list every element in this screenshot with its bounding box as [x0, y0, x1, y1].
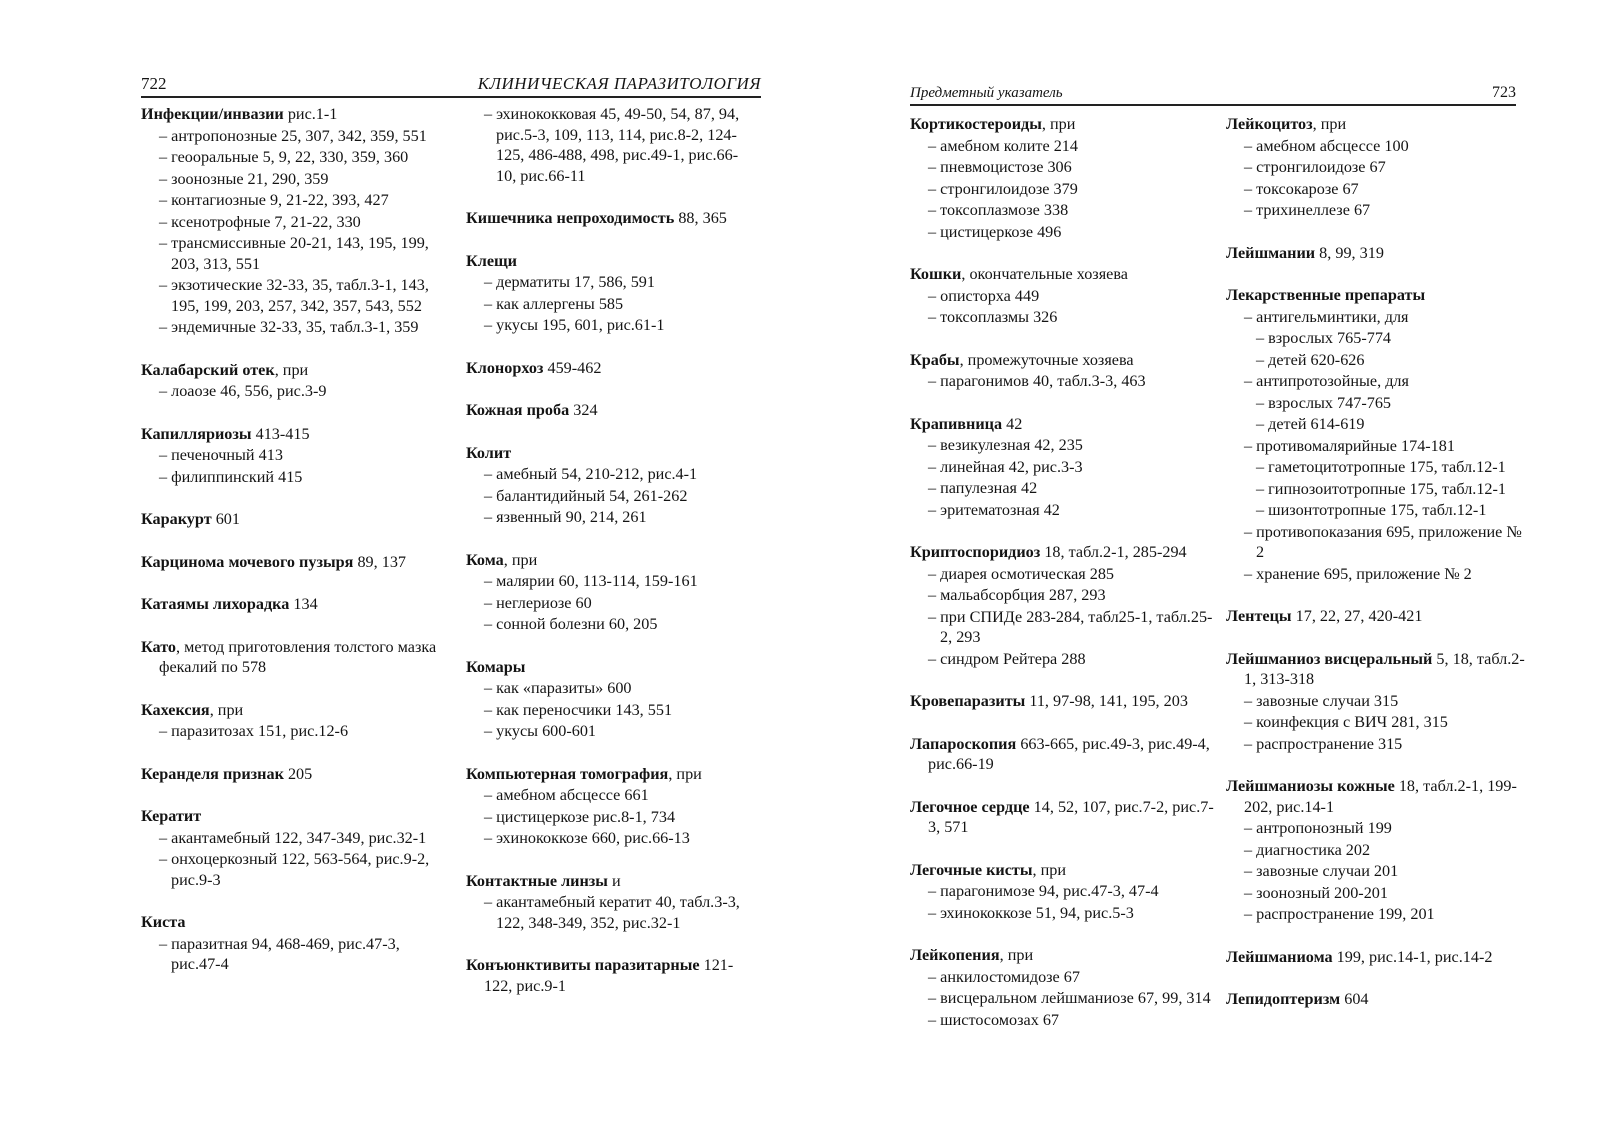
index-subentry: – эндемичные 32-33, 35, табл.3-1, 359 — [141, 317, 441, 338]
index-subentry: – распространение 199, 201 — [1226, 904, 1526, 925]
index-entry — [910, 350, 1216, 392]
index-subentry: – диарея осмотическая 285 — [910, 564, 1216, 585]
index-term: Кровепаразиты — [910, 692, 1026, 710]
index-subentry: – контагиозные 9, 21-22, 393, 427 — [141, 190, 441, 211]
index-subentry: – амебном абсцессе 661 — [466, 785, 758, 806]
index-term: Колит — [466, 443, 512, 462]
index-subentry: – как «паразиты» 600 — [466, 678, 758, 699]
index-subentry: – цистицеркозе 496 — [910, 222, 1216, 243]
index-term: Клещи — [466, 251, 517, 270]
index-locators: , при — [503, 550, 538, 569]
index-subentry: – описторха 449 — [910, 286, 1216, 307]
index-term: Кортикостероиды — [910, 115, 1042, 133]
index-subentry: – антигельминтики, для — [1226, 307, 1526, 328]
index-entry-heading — [141, 637, 441, 678]
index-term: Лейкоцитоз — [1226, 115, 1313, 133]
index-entry-heading — [910, 945, 1216, 966]
index-subentry: – шизонтотропные 175, табл.12-1 — [1226, 500, 1526, 521]
index-locators: , при — [668, 764, 702, 783]
index-subentry: – зоонозные 21, 290, 359 — [141, 169, 441, 190]
index-subentry: – при СПИДе 283-284, табл25-1, табл.25-2, 293 — [910, 607, 1216, 648]
index-entry — [141, 424, 441, 488]
index-subentry: – печеночный 413 — [141, 445, 441, 466]
index-entry-heading — [910, 264, 1216, 285]
index-locators: 88, 365 — [674, 209, 727, 227]
index-term: Комары — [466, 657, 526, 676]
index-term: Киста — [141, 913, 186, 931]
index-subentry: – филиппинский 415 — [141, 467, 441, 488]
index-locators: 14, 52, 107, рис.7-2, рис.7-3, 571 — [928, 797, 1214, 836]
index-term: Като — [141, 637, 177, 656]
index-entry — [466, 251, 758, 336]
index-locators: , при — [999, 946, 1034, 964]
index-entry-heading — [141, 360, 441, 381]
index-column-right-2 — [1226, 114, 1526, 1032]
index-subentry: – взрослых 747-765 — [1226, 393, 1526, 414]
index-entry — [1226, 649, 1526, 755]
index-entry-heading — [466, 400, 758, 421]
index-term: Контактные линзы — [466, 871, 608, 890]
index-entry — [1226, 114, 1526, 221]
index-subentry: – эхинококкозе 51, 94, рис.5-3 — [910, 903, 1216, 924]
index-entry — [910, 264, 1216, 328]
index-subentry: – как переносчики 143, 551 — [466, 700, 758, 721]
index-locators: 413-415 — [251, 424, 310, 443]
index-subentry: – язвенный 90, 214, 261 — [466, 507, 758, 528]
index-term: Калабарский отек — [141, 360, 275, 379]
index-subentry: – завозные случаи 201 — [1226, 861, 1526, 882]
index-subentry: – зоонозный 200-201 — [1226, 883, 1526, 904]
index-entry — [910, 414, 1216, 521]
index-locators: 199, рис.14-1, рис.14-2 — [1332, 947, 1493, 966]
index-entry-heading — [141, 424, 441, 445]
index-entry — [466, 550, 758, 635]
index-subentry: – паразитозах 151, рис.12-6 — [141, 721, 441, 742]
index-entry-heading — [141, 594, 441, 615]
index-subentry: – ксенотрофные 7, 21-22, 330 — [141, 212, 441, 233]
index-entry — [141, 360, 441, 402]
index-term: Лейшманиома — [1226, 947, 1333, 966]
index-entry-heading — [141, 509, 441, 530]
index-entry — [141, 552, 441, 573]
index-term: Кишечника непроходимость — [466, 209, 675, 227]
index-entry-heading — [141, 764, 441, 785]
index-subentry: – парагонимозе 94, рис.47-3, 47-4 — [910, 881, 1216, 902]
index-locators: , окончательные хозяева — [961, 265, 1128, 283]
index-entry — [910, 542, 1216, 669]
page-number-right: 723 — [1492, 84, 1516, 101]
index-subentry: – как аллергены 585 — [466, 294, 758, 315]
index-subentry: – укусы 195, 601, рис.61-1 — [466, 315, 758, 336]
index-entry-heading — [466, 871, 758, 892]
index-entry-heading — [910, 350, 1216, 371]
index-entry — [141, 912, 441, 975]
index-term: Лейшманиозы кожные — [1226, 777, 1395, 795]
index-locators: , при — [1032, 860, 1067, 879]
index-subentry: – стронгилоидозе 67 — [1226, 157, 1526, 178]
index-term: Кахексия — [141, 700, 210, 719]
index-entry-heading — [910, 414, 1216, 435]
index-term: Крапивница — [910, 414, 1003, 433]
index-subentry: – распространение 315 — [1226, 734, 1526, 755]
index-subentry: – трихинеллезе 67 — [1226, 200, 1526, 221]
index-subentry: – эхинококковая 45, 49-50, 54, 87, 94, рис.5-3, 109, 113, 114, рис.8-2, 124-125, 486-488, 498, рис.49-1, рис.66-10, рис.66-11 — [466, 104, 758, 186]
index-entry-heading — [1226, 776, 1526, 817]
index-entry-heading — [910, 691, 1216, 712]
index-term: Лейшмании — [1226, 243, 1316, 262]
index-subentry: – эритематозная 42 — [910, 500, 1216, 521]
index-subentry: – гипнозоитотропные 175, табл.12-1 — [1226, 479, 1526, 500]
index-entry — [141, 594, 441, 615]
index-subentry: – трансмиссивные 20-21, 143, 195, 199, 203, 313, 551 — [141, 233, 441, 274]
index-entry — [466, 871, 758, 934]
index-term: Каракурт — [141, 510, 212, 528]
index-subentry: – балантидийный 54, 261-262 — [466, 486, 758, 507]
index-term: Кошки — [910, 265, 962, 283]
index-term: Кожная проба — [466, 401, 570, 419]
index-entry — [141, 700, 441, 742]
index-entry-heading — [466, 251, 758, 272]
index-subentry: – противомалярийные 174-181 — [1226, 436, 1526, 457]
index-locators: 5, 18, табл.2-1, 313-318 — [1244, 649, 1525, 688]
index-entry — [141, 764, 441, 785]
index-term: Лекарственные препараты — [1226, 286, 1426, 304]
index-locators: 18, табл.2-1, 285-294 — [1040, 543, 1187, 561]
index-locators: 134 — [289, 595, 318, 613]
index-term: Компьютерная томография — [466, 764, 669, 783]
index-subentry: – амебном абсцессе 100 — [1226, 136, 1526, 157]
index-subentry: – хранение 695, приложение № 2 — [1226, 564, 1526, 585]
index-entry — [466, 208, 758, 229]
index-locators: рис.1-1 — [283, 105, 338, 123]
index-subentry: – линейная 42, рис.3-3 — [910, 457, 1216, 478]
running-head-left — [141, 70, 761, 98]
index-subentry: – дерматиты 17, 586, 591 — [466, 272, 758, 293]
index-subentry: – амебном колите 214 — [910, 136, 1216, 157]
index-entry-heading — [910, 114, 1216, 135]
index-term: Карцинома мочевого пузыря — [141, 552, 354, 571]
index-term: Катаямы лихорадка — [141, 595, 290, 613]
index-entry-heading — [466, 550, 758, 571]
index-term: Керанделя признак — [141, 764, 284, 783]
index-subentry: – мальабсорбция 287, 293 — [910, 585, 1216, 606]
index-entry — [141, 806, 441, 890]
index-entry-continuation — [466, 104, 758, 186]
index-entry-heading — [1226, 114, 1526, 135]
index-term: Клонорхоз — [466, 358, 544, 377]
index-term: Капилляриозы — [141, 424, 252, 443]
index-subentry: – токсокарозе 67 — [1226, 179, 1526, 200]
index-locators: 18, табл.2-1, 199-202, рис.14-1 — [1244, 777, 1517, 816]
index-entry — [1226, 989, 1526, 1010]
index-entry-heading — [466, 955, 758, 996]
index-entry — [466, 443, 758, 528]
index-entry-heading — [141, 806, 441, 827]
index-subentry: – малярии 60, 113-114, 159-161 — [466, 571, 758, 592]
section-title: Предметный указатель — [910, 85, 1063, 101]
index-entry — [141, 637, 441, 678]
index-locators: 205 — [283, 764, 313, 783]
index-locators: 17, 22, 27, 420-421 — [1291, 607, 1423, 625]
index-subentry: – антропонозный 199 — [1226, 818, 1526, 839]
index-subentry: – парагонимов 40, табл.3-3, 463 — [910, 371, 1216, 392]
index-subentry: – амебный 54, 210-212, рис.4-1 — [466, 464, 758, 485]
index-locators: 89, 137 — [353, 552, 406, 571]
index-entry-heading — [1226, 947, 1526, 968]
index-entry-heading — [466, 208, 758, 229]
index-entry-heading — [466, 657, 758, 678]
index-locators: 459-462 — [543, 358, 602, 377]
index-locators: 42 — [1002, 414, 1023, 433]
index-term: Кератит — [141, 807, 202, 825]
index-term: Легочные кисты — [910, 860, 1033, 879]
index-term: Легочное сердце — [910, 797, 1030, 816]
index-subentry: – акантамебный 122, 347-349, рис.32-1 — [141, 828, 441, 849]
index-subentry: – стронгилоидозе 379 — [910, 179, 1216, 200]
index-locators: 11, 97-98, 141, 195, 203 — [1025, 692, 1188, 710]
index-term: Лентецы — [1226, 607, 1292, 625]
index-subentry: – лоаозе 46, 556, рис.3-9 — [141, 381, 441, 402]
index-term: Инфекции/инвазии — [141, 105, 284, 123]
index-subentry: – шистосомозах 67 — [910, 1010, 1216, 1031]
page-number-left: 722 — [141, 74, 167, 93]
index-locators: 604 — [1340, 990, 1369, 1008]
index-subentry: – укусы 600-601 — [466, 721, 758, 742]
index-subentry: – гаметоцитотропные 175, табл.12-1 — [1226, 457, 1526, 478]
index-entry-heading — [466, 443, 758, 464]
index-entry — [466, 358, 758, 379]
index-subentry: – онхоцеркозный 122, 563-564, рис.9-2, рис.9-3 — [141, 849, 441, 890]
index-subentry: – диагностика 202 — [1226, 840, 1526, 861]
index-entry — [466, 764, 758, 849]
index-entry — [1226, 285, 1526, 584]
index-subentry: – геооральные 5, 9, 22, 330, 359, 360 — [141, 147, 441, 168]
index-subentry: – цистицеркозе рис.8-1, 734 — [466, 807, 758, 828]
index-term: Кома — [466, 550, 504, 569]
index-subentry: – детей 614-619 — [1226, 414, 1526, 435]
index-locators: , промежуточные хозяева — [959, 350, 1134, 369]
index-entry-heading — [910, 734, 1216, 775]
index-entry — [141, 104, 441, 338]
index-entry — [1226, 776, 1526, 925]
index-entry-heading — [466, 358, 758, 379]
index-entry-heading — [1226, 606, 1526, 627]
index-entry-heading — [141, 104, 441, 125]
index-locators: , при — [209, 700, 244, 719]
index-entry-heading — [141, 552, 441, 573]
index-entry-heading — [910, 542, 1216, 563]
index-entry-heading — [466, 764, 758, 785]
index-subentry: – синдром Рейтера 288 — [910, 649, 1216, 670]
right-page — [800, 0, 1600, 1133]
index-entry-heading — [141, 912, 441, 933]
index-entry — [910, 691, 1216, 712]
index-locators: 121-122, рис.9-1 — [484, 956, 734, 995]
index-entry-heading — [1226, 649, 1526, 690]
index-entry — [910, 734, 1216, 775]
index-entry — [910, 797, 1216, 838]
index-column-left-1 — [141, 104, 441, 997]
index-subentry: – противопоказания 695, приложение № 2 — [1226, 522, 1526, 563]
index-subentry: – завозные случаи 315 — [1226, 691, 1526, 712]
index-subentry: – токсоплазмозе 338 — [910, 200, 1216, 221]
index-subentry: – папулезная 42 — [910, 478, 1216, 499]
index-entry-heading — [1226, 243, 1526, 264]
index-term: Крабы — [910, 350, 960, 369]
index-subentry: – коинфекция с ВИЧ 281, 315 — [1226, 712, 1526, 733]
index-locators: 601 — [211, 510, 240, 528]
index-entry-heading — [910, 797, 1216, 838]
index-entry — [141, 509, 441, 530]
index-entry-heading — [141, 700, 441, 721]
index-locators: , метод приготовления толстого мазка фекалий по 578 — [159, 637, 437, 676]
index-locators: 663-665, рис.49-3, рис.49-4, рис.66-19 — [928, 734, 1210, 773]
index-term: Конъюнктивиты паразитарные — [466, 956, 700, 974]
index-entry — [1226, 243, 1526, 264]
index-subentry: – пневмоцистозе 306 — [910, 157, 1216, 178]
index-subentry: – сонной болезни 60, 205 — [466, 614, 758, 635]
index-subentry: – висцеральном лейшманиозе 67, 99, 314 — [910, 988, 1216, 1009]
index-subentry: – анкилостомидозе 67 — [910, 967, 1216, 988]
index-term: Лейкопения — [910, 946, 1000, 964]
index-term: Лейшманиоз висцеральный — [1226, 649, 1433, 668]
index-entry — [1226, 947, 1526, 968]
index-locators: 8, 99, 319 — [1315, 243, 1384, 262]
book-title: КЛИНИЧЕСКАЯ ПАРАЗИТОЛОГИЯ — [477, 74, 761, 93]
index-column-right-1 — [910, 114, 1216, 1052]
index-subentry: – антропонозные 25, 307, 342, 359, 551 — [141, 126, 441, 147]
index-column-left-2 — [466, 104, 758, 1018]
index-locators: , при — [274, 360, 309, 379]
index-locators: и — [607, 871, 621, 890]
index-entry-heading — [1226, 989, 1526, 1010]
index-entry — [1226, 606, 1526, 627]
index-entry — [466, 657, 758, 742]
index-term: Криптоспоридиоз — [910, 543, 1041, 561]
index-entry-heading — [1226, 285, 1526, 306]
index-subentry: – антипротозойные, для — [1226, 371, 1526, 392]
index-subentry: – паразитная 94, 468-469, рис.47-3, рис.47-4 — [141, 934, 441, 975]
index-term: Лепидоптеризм — [1226, 990, 1341, 1008]
index-entry — [466, 955, 758, 996]
index-subentry: – экзотические 32-33, 35, табл.3-1, 143, 195, 199, 203, 257, 342, 357, 543, 552 — [141, 275, 441, 316]
index-entry — [466, 400, 758, 421]
index-subentry: – детей 620-626 — [1226, 350, 1526, 371]
index-entry — [910, 945, 1216, 1030]
index-entry — [910, 860, 1216, 924]
index-term: Лапароскопия — [910, 734, 1017, 753]
index-subentry: – токсоплазмы 326 — [910, 307, 1216, 328]
index-locators: 324 — [569, 401, 598, 419]
index-entry-heading — [910, 860, 1216, 881]
index-subentry: – взрослых 765-774 — [1226, 328, 1526, 349]
index-locators: , при — [1312, 115, 1347, 133]
running-head-right — [910, 82, 1516, 106]
index-subentry: – везикулезная 42, 235 — [910, 435, 1216, 456]
index-subentry: – акантамебный кератит 40, табл.3-3, 122, 348-349, 352, рис.32-1 — [466, 892, 758, 933]
index-entry — [910, 114, 1216, 242]
index-locators: , при — [1041, 115, 1076, 133]
index-subentry: – неглериозе 60 — [466, 593, 758, 614]
index-subentry: – эхинококкозе 660, рис.66-13 — [466, 828, 758, 849]
